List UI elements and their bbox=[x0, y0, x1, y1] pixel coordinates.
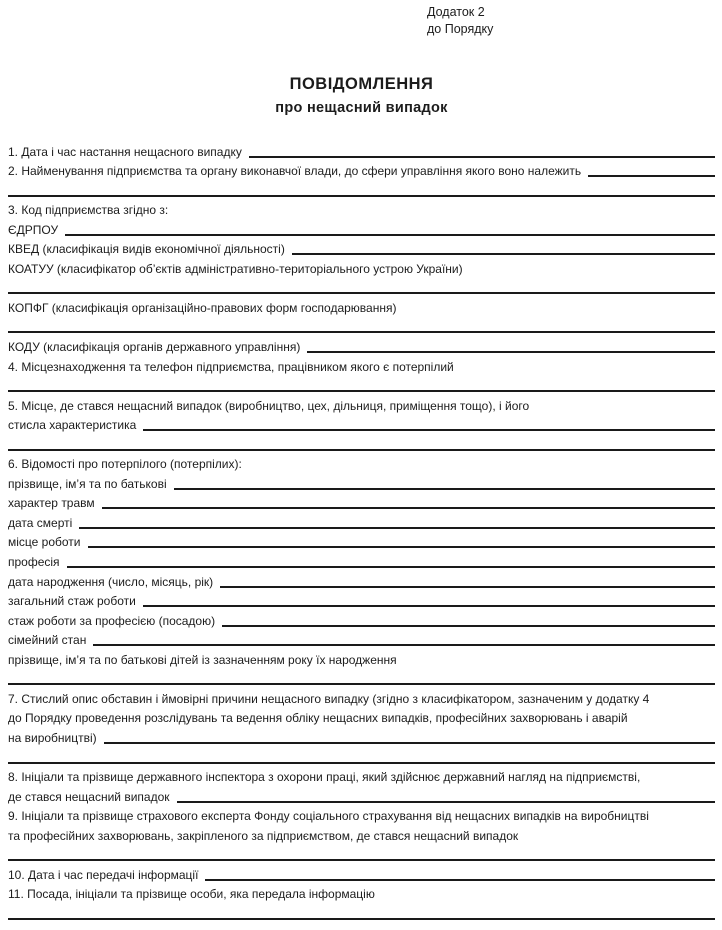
form-row-transfer-person bbox=[8, 883, 715, 903]
form-row-full-name bbox=[8, 472, 715, 492]
field-label: КОПФГ (класифікація організаційно-правових форм господарювання) bbox=[8, 300, 397, 315]
form-row-circumstances-3 bbox=[8, 726, 715, 746]
form-row-state-inspector-1 bbox=[8, 766, 715, 786]
field-label: загальний стаж роботи bbox=[8, 594, 136, 609]
fill-line bbox=[79, 527, 715, 529]
fill-line bbox=[8, 331, 715, 333]
field-label: 7. Стислий опис обставин і ймовірні причини нещасного випадку (згідно з класифікатором, зазначеним у додатку 4 bbox=[8, 691, 650, 706]
form-row-rule bbox=[8, 668, 715, 688]
field-label: 3. Код підприємства згідно з: bbox=[8, 203, 169, 218]
form-row-rule bbox=[8, 277, 715, 297]
fill-line bbox=[8, 195, 715, 197]
form-subtitle: про нещасний випадок bbox=[275, 100, 448, 116]
fill-line bbox=[67, 566, 715, 568]
field-label: та професійних захворювань, закріпленого за підприємством, де стався нещасний випадок bbox=[8, 828, 519, 843]
fill-line bbox=[143, 429, 715, 431]
form-row-kved bbox=[8, 238, 715, 258]
field-label: 5. Місце, де стався нещасний випадок (виробництво, цех, дільниця, приміщення тощо), і його bbox=[8, 398, 530, 413]
field-label: до Порядку проведення розслідувань та ведення обліку нещасних випадків, професійних захворювань і аварій bbox=[8, 711, 628, 726]
field-label: 11. Посада, ініціали та прізвище особи, яка передала інформацію bbox=[8, 887, 375, 902]
form-row-children-names bbox=[8, 648, 715, 668]
fill-line bbox=[205, 879, 715, 881]
field-label: дата народження (число, місяць, рік) bbox=[8, 574, 214, 589]
field-label: КОАТУУ (класифікатор об’єктів адміністративно-територіального устрою України) bbox=[8, 261, 463, 276]
form-row-brief-description bbox=[8, 414, 715, 434]
fill-line bbox=[249, 156, 715, 158]
form-row-death-date bbox=[8, 511, 715, 531]
field-label: 8. Ініціали та прізвище державного інспектора з охорони праці, який здійснює державний нагляд на підприємстві, bbox=[8, 770, 641, 785]
form-row-marital-status bbox=[8, 629, 715, 649]
fill-line bbox=[8, 859, 715, 861]
fill-line bbox=[88, 546, 716, 548]
form-row-profession bbox=[8, 550, 715, 570]
fill-line bbox=[307, 351, 715, 353]
field-label: стисла характеристика bbox=[8, 418, 137, 433]
field-label: 2. Найменування підприємства та органу виконавчої влади, до сфери управління якого воно належить bbox=[8, 164, 582, 179]
field-label: 6. Відомості про потерпілого (потерпілих): bbox=[8, 457, 242, 472]
form-row-enterprise-name bbox=[8, 160, 715, 180]
form-row-workplace bbox=[8, 531, 715, 551]
field-label: прізвище, ім’я та по батькові дітей із зазначенням року їх народження bbox=[8, 652, 397, 667]
fill-line bbox=[93, 644, 715, 646]
form-row-kodu bbox=[8, 335, 715, 355]
form-row-rule bbox=[8, 179, 715, 199]
form-row-edrpou bbox=[8, 218, 715, 238]
form-row-total-experience bbox=[8, 590, 715, 610]
form-row-rule bbox=[8, 746, 715, 766]
fill-line bbox=[8, 390, 715, 392]
fill-line bbox=[8, 449, 715, 451]
field-label: на виробництві) bbox=[8, 730, 97, 745]
form-row-rule bbox=[8, 844, 715, 864]
field-label: 10. Дата і час передачі інформації bbox=[8, 867, 199, 882]
form-body bbox=[8, 140, 715, 922]
form-row-profession-experience bbox=[8, 609, 715, 629]
form-row-victim-info bbox=[8, 453, 715, 473]
field-label: 1. Дата і час настання нещасного випадку bbox=[8, 144, 242, 159]
form-row-rule bbox=[8, 316, 715, 336]
annex-line-1: Додаток 2 bbox=[427, 5, 485, 19]
field-label: сімейний стан bbox=[8, 633, 87, 648]
form-row-insurance-expert-1 bbox=[8, 805, 715, 825]
form-row-rule bbox=[8, 902, 715, 922]
form-row-rule bbox=[8, 375, 715, 395]
fill-line bbox=[174, 488, 715, 490]
fill-line bbox=[102, 507, 715, 509]
form-row-koatuu bbox=[8, 257, 715, 277]
field-label: місце роботи bbox=[8, 535, 81, 550]
fill-line bbox=[177, 801, 715, 803]
fill-line bbox=[143, 605, 715, 607]
form-row-injury-nature bbox=[8, 492, 715, 512]
form-title: ПОВІДОМЛЕННЯ bbox=[289, 75, 434, 93]
form-row-location-phone bbox=[8, 355, 715, 375]
form-row-circumstances-1 bbox=[8, 687, 715, 707]
fill-line bbox=[65, 234, 715, 236]
field-label: дата смерті bbox=[8, 515, 73, 530]
form-row-transfer-date bbox=[8, 863, 715, 883]
fill-line bbox=[292, 253, 715, 255]
field-label: прізвище, ім’я та по батькові bbox=[8, 476, 167, 491]
field-label: 4. Місцезнаходження та телефон підприємства, працівником якого є потерпілий bbox=[8, 359, 454, 374]
fill-line bbox=[222, 625, 715, 627]
fill-line bbox=[8, 762, 715, 764]
form-row-birth-date bbox=[8, 570, 715, 590]
form-row-accident-place bbox=[8, 394, 715, 414]
form-row-rule bbox=[8, 433, 715, 453]
fill-line bbox=[220, 586, 715, 588]
form-row-circumstances-2 bbox=[8, 707, 715, 727]
form-row-date-time bbox=[8, 140, 715, 160]
field-label: КВЕД (класифікація видів економічної діяльності) bbox=[8, 242, 285, 257]
annex-note bbox=[427, 4, 715, 38]
fill-line bbox=[588, 175, 715, 177]
field-label: характер травм bbox=[8, 496, 95, 511]
fill-line bbox=[8, 683, 715, 685]
annex-line-2: до Порядку bbox=[427, 22, 494, 36]
fill-line bbox=[8, 292, 715, 294]
form-row-state-inspector-2 bbox=[8, 785, 715, 805]
form-row-insurance-expert-2 bbox=[8, 824, 715, 844]
fill-line bbox=[8, 918, 715, 920]
field-label: де стався нещасний випадок bbox=[8, 789, 170, 804]
field-label: 9. Ініціали та прізвище страхового експерта Фонду соціального страхування від нещасних випадків на виробництві bbox=[8, 809, 649, 824]
field-label: КОДУ (класифікація органів державного управління) bbox=[8, 340, 301, 355]
field-label: стаж роботи за професією (посадою) bbox=[8, 613, 216, 628]
form-row-enterprise-code bbox=[8, 199, 715, 219]
field-label: ЄДРПОУ bbox=[8, 222, 59, 237]
fill-line bbox=[104, 742, 715, 744]
field-label: професія bbox=[8, 555, 60, 570]
form-row-kopfg bbox=[8, 296, 715, 316]
